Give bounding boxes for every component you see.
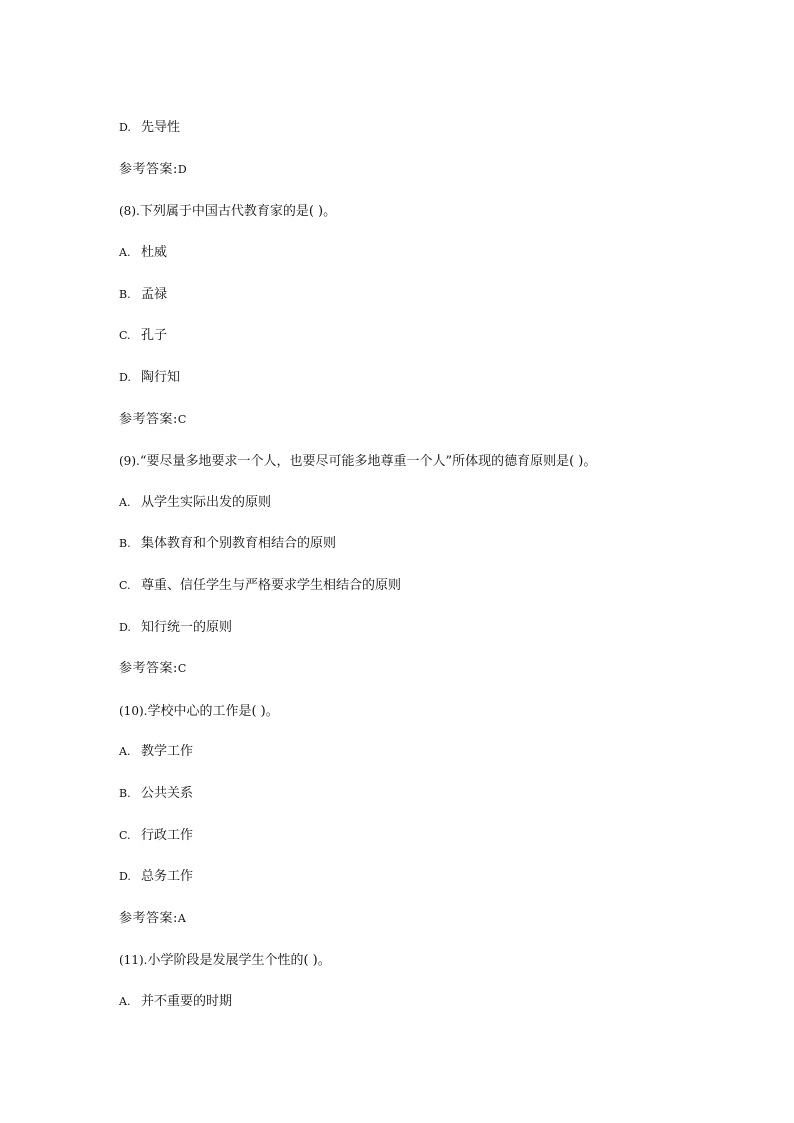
question-text: 学校中心的工作是( )。 (147, 704, 279, 719)
option-letter: C. (119, 579, 131, 592)
option-line (119, 827, 193, 845)
option-letter: C. (119, 829, 131, 842)
answer-prefix: 参考答案: (119, 162, 178, 177)
option-line (119, 494, 271, 512)
option-line (119, 369, 180, 387)
question-text: 下列属于中国古代教育家的是( )。 (139, 204, 337, 219)
option-line (119, 535, 336, 553)
question-text: “要尽量多地要求一个人，也要尽可能多地尊重一个人”所体现的德育原则是( )。 (139, 454, 597, 469)
option-text: 知行统一的原则 (141, 620, 233, 635)
option-letter: B. (119, 787, 131, 800)
option-letter: A. (119, 246, 131, 259)
answer-value: A (177, 912, 186, 925)
option-text: 杜威 (141, 245, 168, 260)
option-line (119, 619, 232, 637)
option-line (119, 868, 193, 886)
option-text: 总务工作 (141, 869, 194, 884)
question-line (119, 452, 596, 471)
option-letter: B. (119, 537, 131, 550)
option-text: 先导性 (141, 120, 181, 135)
question-number: (8). (119, 204, 140, 218)
option-text: 从学生实际出发的原则 (141, 495, 272, 510)
option-letter: A. (119, 496, 131, 509)
option-text: 并不重要的时期 (141, 994, 233, 1009)
answer-prefix: 参考答案: (119, 911, 178, 926)
option-letter: D. (119, 621, 131, 634)
option-line (119, 286, 167, 304)
option-text: 孔子 (141, 328, 168, 343)
answer-line (119, 910, 186, 928)
option-letter: D. (119, 870, 131, 883)
answer-prefix: 参考答案: (119, 661, 178, 676)
option-letter: D. (119, 121, 131, 134)
answer-value: C (177, 413, 187, 426)
answer-line (119, 411, 186, 429)
option-letter: D. (119, 371, 131, 384)
option-letter: A. (119, 995, 131, 1008)
option-line (119, 119, 180, 137)
option-text: 集体教育和个别教育相结合的原则 (141, 536, 337, 551)
question-number: (9). (119, 454, 140, 468)
option-text: 教学工作 (141, 744, 194, 759)
option-text: 公共关系 (141, 786, 194, 801)
option-letter: B. (119, 288, 131, 301)
option-line (119, 743, 193, 761)
option-text: 孟禄 (141, 287, 168, 302)
question-number: (10). (119, 704, 148, 718)
answer-value: C (177, 662, 187, 675)
option-line (119, 327, 167, 345)
answer-line (119, 660, 186, 678)
question-number: (11). (119, 953, 148, 967)
question-text: 小学阶段是发展学生个性的( )。 (147, 953, 331, 968)
option-line (119, 785, 193, 803)
answer-prefix: 参考答案: (119, 412, 178, 427)
question-line (119, 702, 279, 721)
option-letter: A. (119, 745, 131, 758)
option-text: 陶行知 (141, 370, 181, 385)
option-line (119, 577, 401, 595)
option-line (119, 244, 167, 262)
option-line (119, 993, 232, 1011)
answer-value: D (177, 163, 187, 176)
option-text: 行政工作 (141, 828, 194, 843)
answer-line (119, 161, 187, 179)
option-letter: C. (119, 329, 131, 342)
question-line (119, 202, 336, 221)
question-line (119, 951, 331, 970)
option-text: 尊重、信任学生与严格要求学生相结合的原则 (141, 578, 402, 593)
